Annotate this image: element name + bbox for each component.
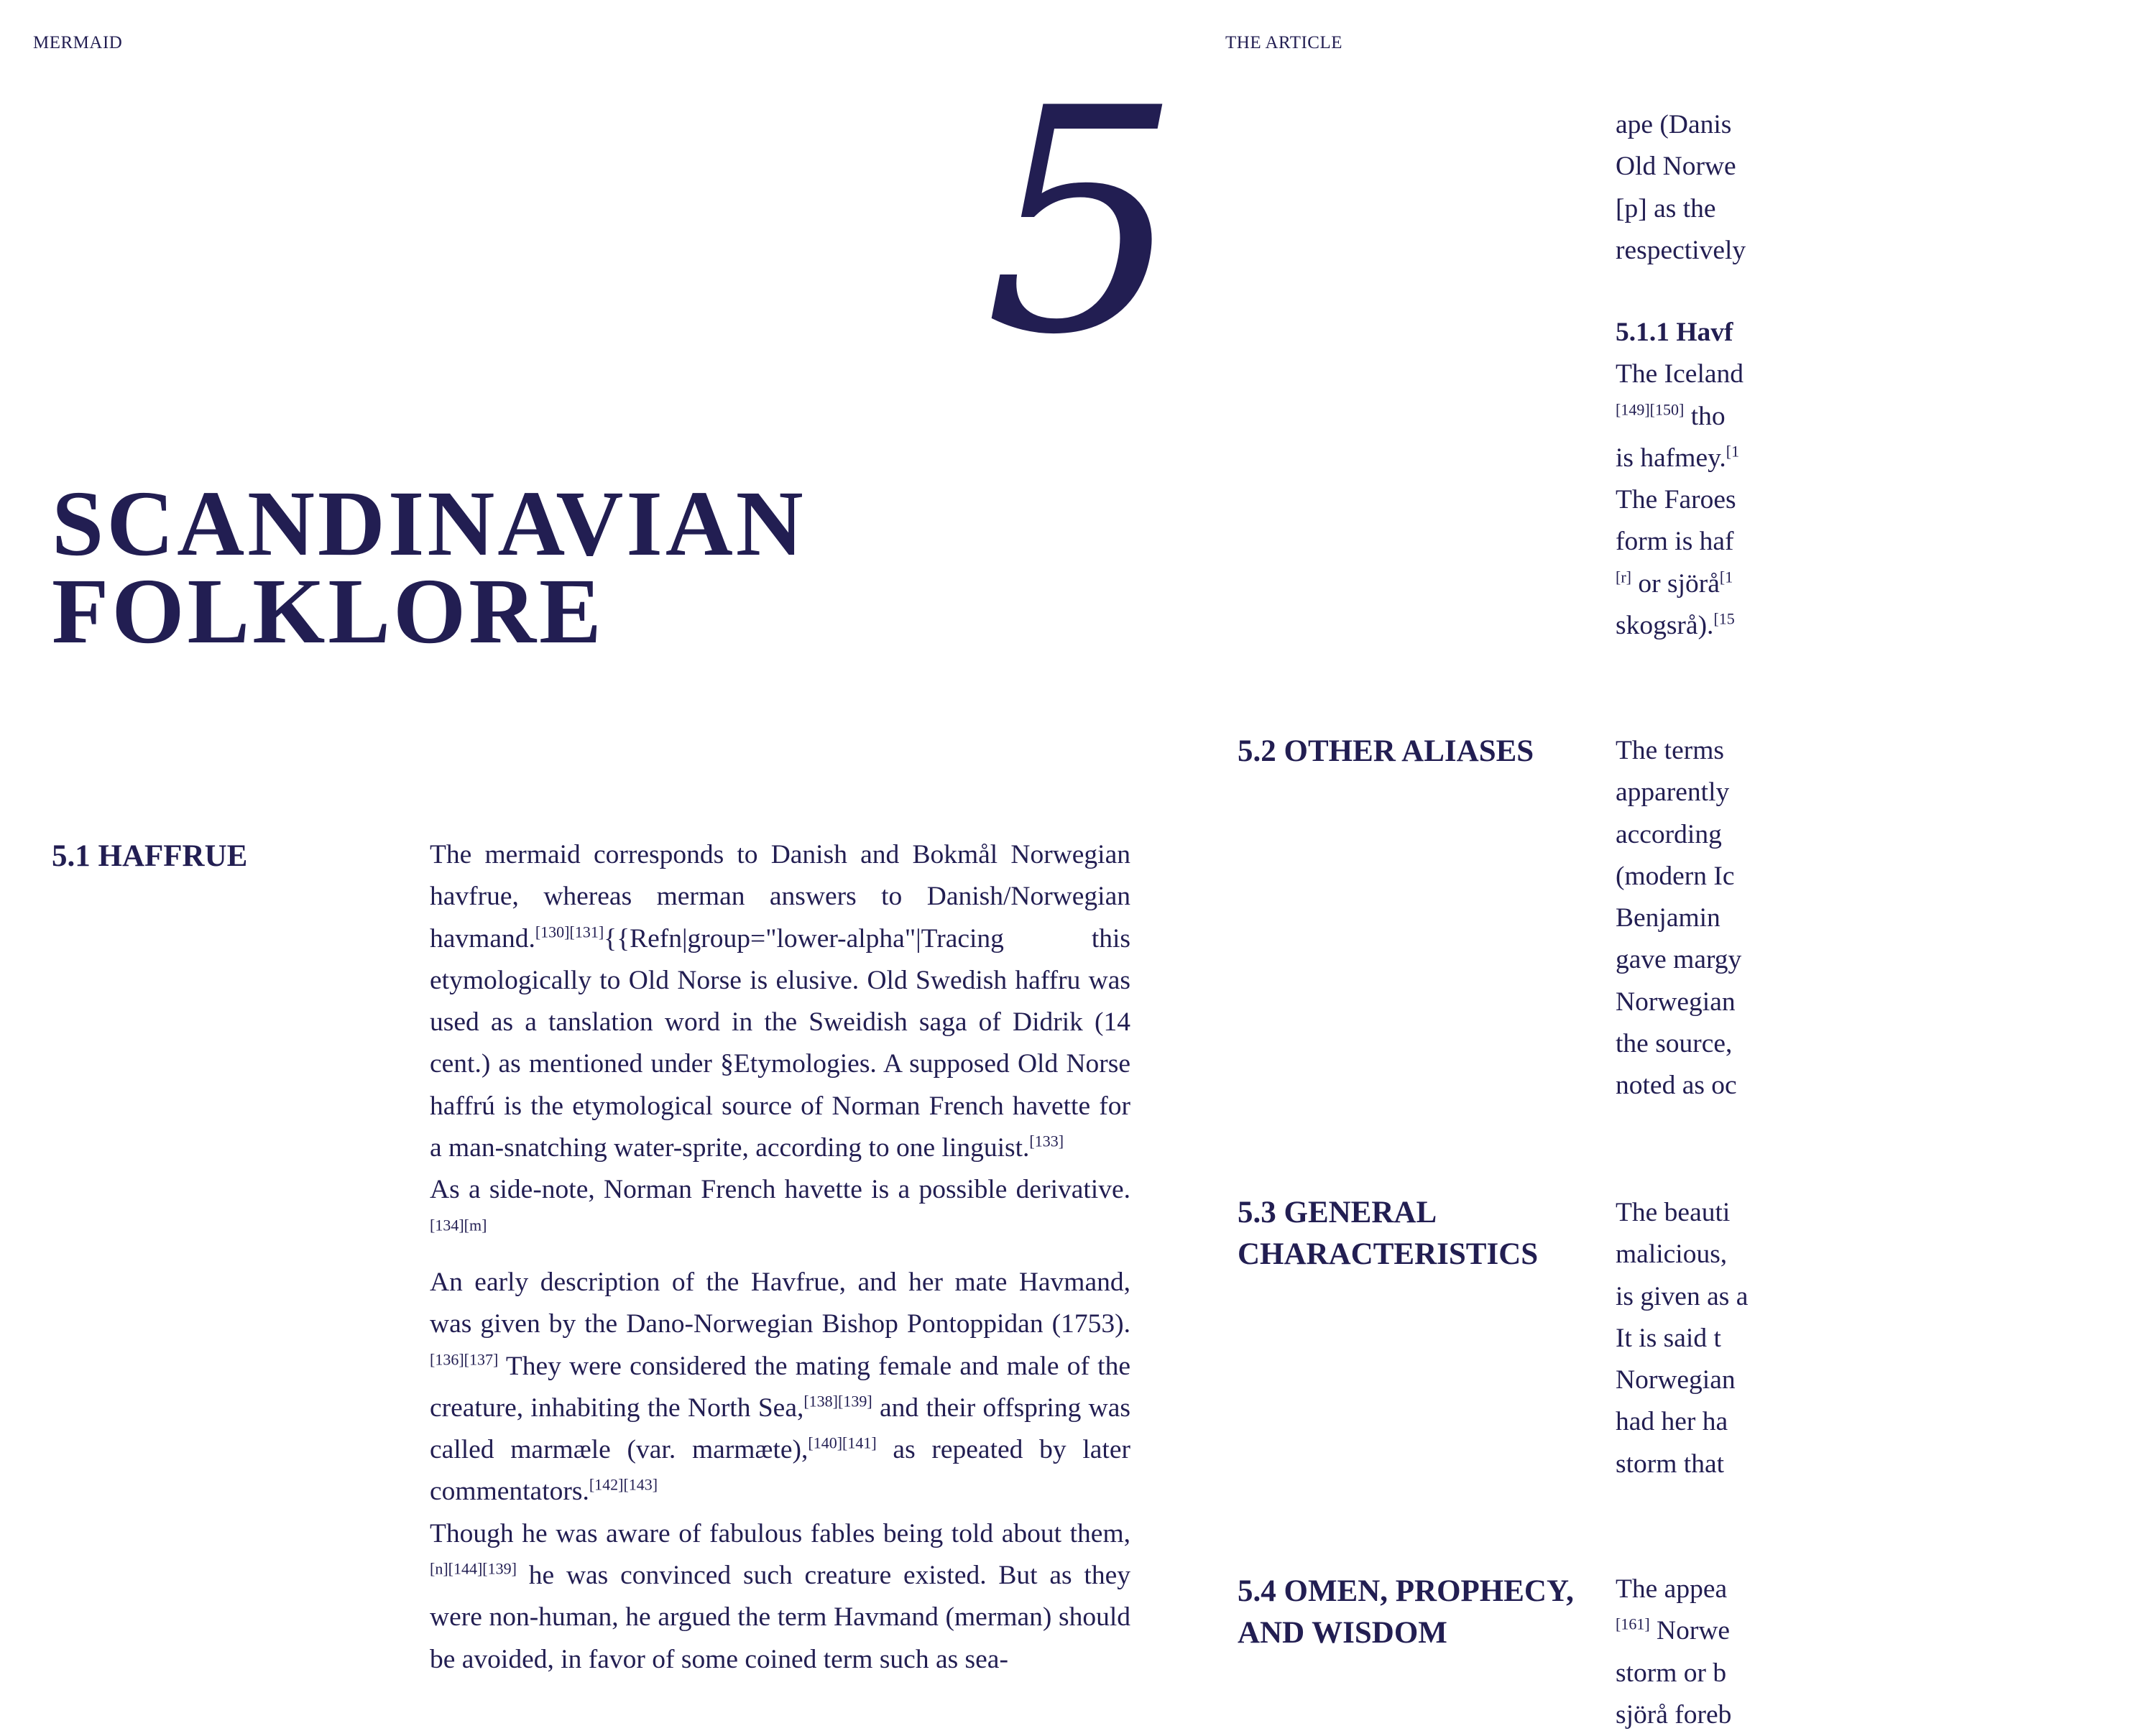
citation[interactable]: [161]: [1616, 1615, 1650, 1633]
text-fragment: is hafmey.: [1616, 443, 1726, 473]
section-heading-5-1: 5.1 HAFFRUE: [52, 839, 248, 873]
text-line: [1616, 563, 2133, 605]
text-fragment: skogsrå).: [1616, 611, 1714, 641]
chapter-title-line: SCANDINAVIAN: [52, 472, 806, 576]
citation[interactable]: [134][m]: [430, 1216, 487, 1234]
text-line: [1616, 396, 2133, 438]
text-line: [1616, 438, 2133, 479]
paragraph-text: They were considered the mating female and male of the creature, inhabiting the North Sea,: [430, 1351, 1130, 1423]
subsection-heading: 5.1.1 Havf: [1616, 318, 1733, 347]
citation[interactable]: [n][144][139]: [430, 1559, 517, 1578]
citation[interactable]: [140][141]: [808, 1433, 877, 1452]
text-fragment: or sjörå: [1631, 568, 1720, 599]
right-page: [1207, 0, 1749, 1735]
subsection-5-1-1: [1616, 312, 2133, 647]
text-line: form is haf: [1616, 527, 1734, 557]
text-line: malicious,: [1616, 1239, 1728, 1270]
text-line: storm or b: [1616, 1658, 1727, 1688]
chapter-number: 5: [985, 43, 1181, 402]
chapter-title: [52, 472, 806, 663]
text-fragment: tho: [1684, 401, 1726, 431]
citation[interactable]: [r]: [1616, 568, 1631, 586]
heading-line: AND WISDOM: [1238, 1616, 1447, 1650]
text-line: Norwegian: [1616, 1365, 1736, 1395]
text-line: Norwegian: [1616, 987, 1736, 1017]
text-line: It is said t: [1616, 1323, 1721, 1353]
heading-line: 5.3 GENERAL: [1238, 1196, 1437, 1229]
text-line: gave margy: [1616, 945, 1742, 975]
text-line: The beauti: [1616, 1198, 1731, 1227]
text-line: (modern Ic: [1616, 861, 1735, 891]
text-line: [1616, 605, 2133, 647]
text-fragment: Norwe: [1649, 1616, 1731, 1646]
paragraph-text: Though he was aware of fabulous fables being told about them,: [430, 1518, 1130, 1548]
citation[interactable]: [130][131]: [535, 923, 604, 941]
text-line: had her ha: [1616, 1407, 1728, 1437]
text-line: is given as a: [1616, 1281, 1749, 1311]
paragraph: [430, 1262, 1130, 1513]
text-line: noted as oc: [1616, 1071, 1737, 1101]
paragraph-text: as repeated by later commentators.: [430, 1435, 1130, 1507]
paragraph: [430, 1513, 1130, 1681]
text-line: the source,: [1616, 1029, 1733, 1059]
chapter-title-line: FOLKLORE: [52, 560, 604, 663]
citation[interactable]: [136][137]: [430, 1350, 499, 1369]
text-line: The terms: [1616, 736, 1724, 765]
text-line: respectively: [1616, 235, 1746, 265]
section-5-2-body: [1616, 730, 2133, 1107]
section-heading-5-3: [1238, 1192, 1538, 1275]
citation[interactable]: [133]: [1029, 1132, 1064, 1150]
paragraph-text: The mermaid corresponds to Danish and Bokmål Norwegian havfrue, whereas merman answers to Danish/Norwegian havmand.: [430, 840, 1130, 954]
heading-line: 5.4 OMEN, PROPHECY,: [1238, 1574, 1574, 1608]
paragraph-text: As a side-note, Norman French havette is a possible derivative.: [430, 1175, 1130, 1205]
paragraph: [430, 1169, 1130, 1253]
text-line: The Iceland: [1616, 359, 1744, 389]
text-line: [p] as the: [1616, 193, 1716, 223]
running-head-left: MERMAID: [33, 33, 123, 52]
text-line: ape (Danis: [1616, 110, 1732, 139]
citation[interactable]: [1: [1719, 568, 1733, 586]
citation[interactable]: [15: [1713, 609, 1735, 628]
continued-text-block: [1616, 104, 2133, 272]
paragraph-text: and their offspring was called marmæle (var. marmæte),: [430, 1393, 1130, 1465]
citation[interactable]: [149][150]: [1616, 400, 1685, 419]
text-line: sjörå foreb: [1616, 1699, 1732, 1730]
text-line: Old Norwe: [1616, 152, 1736, 182]
text-line: Benjamin: [1616, 903, 1720, 933]
section-5-3-body: [1616, 1192, 2133, 1485]
section-5-4-body: [1616, 1569, 2133, 1736]
paragraph-text: An early description of the Havfrue, and her mate Havmand, was given by the Dano-Norwegian Bishop Pontoppidan (1753).: [430, 1267, 1130, 1339]
paragraph-text: he was convinced such creature existed. But as they were non-human, he argued the term Havmand (merman) should be avoided, in favor of some coined term such as sea-: [430, 1561, 1130, 1674]
section-heading-5-2: 5.2 OTHER ALIASES: [1238, 734, 1534, 768]
citation[interactable]: [1: [1726, 442, 1740, 461]
text-line: according: [1616, 819, 1722, 849]
section-5-1-body: [430, 834, 1130, 1681]
paragraph: [430, 834, 1130, 1169]
text-line: The appea: [1616, 1574, 1728, 1604]
text-line: apparently: [1616, 777, 1730, 808]
text-line: [1616, 1610, 2133, 1652]
heading-line: CHARACTERISTICS: [1238, 1237, 1539, 1271]
paragraph-text: {{Refn|group="lower-alpha"|Tracing this etymologically to Old Norse is elusive. Old Swedish haffru was used as a tanslation word in the Sweidish saga of Didrik (14 cent.) as mentioned under §Etymologies. A supposed Old Norse haffrú is the etymological source of Norman French havette for a man-snatching water-sprite, according to one linguist.: [430, 923, 1130, 1163]
running-head-right: THE ARTICLE: [1225, 33, 1343, 52]
text-line: storm that: [1616, 1449, 1725, 1479]
text-line: The Faroes: [1616, 485, 1736, 515]
section-heading-5-4: [1238, 1571, 1574, 1654]
citation[interactable]: [138][139]: [803, 1392, 872, 1410]
citation[interactable]: [142][143]: [589, 1475, 658, 1494]
